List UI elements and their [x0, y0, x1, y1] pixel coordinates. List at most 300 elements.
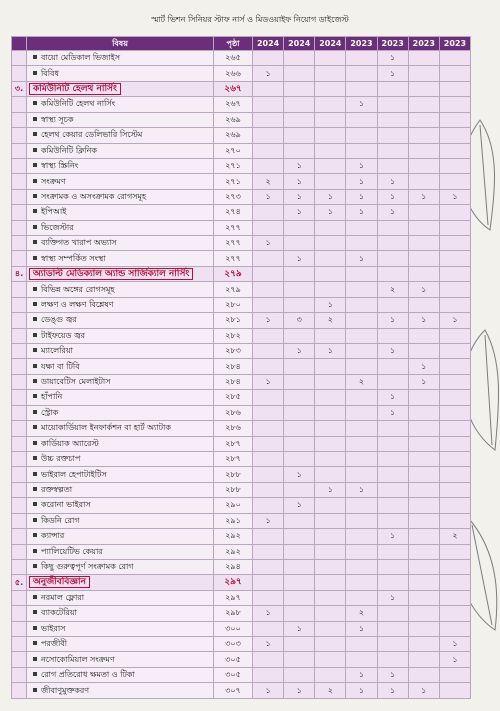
table-row — [12, 158, 471, 173]
year-count-cell: ১ — [346, 97, 377, 112]
year-count-cell: ২ — [377, 282, 408, 297]
year-count-cell: ১ — [408, 683, 439, 699]
year-count-cell — [408, 667, 439, 682]
page-number: ৩০৫ — [214, 667, 253, 682]
page-number: ২৭১ — [214, 174, 253, 189]
bullet-icon — [33, 364, 37, 368]
table-row — [12, 143, 471, 158]
year-count-cell — [253, 51, 284, 66]
bullet-icon — [33, 240, 37, 244]
year-count-cell: ১ — [408, 374, 439, 389]
row-number-cell — [12, 313, 27, 328]
year-count-cell: ১ — [284, 467, 315, 482]
year-cell — [284, 81, 315, 96]
row-number-cell — [12, 220, 27, 235]
year-count-cell — [315, 158, 346, 173]
year-count-cell — [346, 390, 377, 405]
year-count-cell — [253, 344, 284, 359]
row-number-cell — [12, 544, 27, 559]
year-count-cell — [439, 236, 470, 251]
year-count-cell — [408, 498, 439, 513]
topic-label: রোগ প্রতিরোধ ক্ষমতা ও টিকা — [41, 670, 135, 680]
row-number-cell — [12, 559, 27, 574]
table-row — [12, 529, 471, 544]
bullet-icon — [33, 549, 37, 553]
bullet-icon — [33, 379, 37, 383]
year-count-cell — [439, 158, 470, 173]
year-count-cell — [315, 390, 346, 405]
page-number: ২৮৪ — [214, 374, 253, 389]
bullet-icon — [33, 626, 37, 630]
year-count-cell — [408, 128, 439, 143]
row-number-cell — [12, 143, 27, 158]
page-number: ২৯১ — [214, 513, 253, 528]
year-count-cell — [408, 529, 439, 544]
row-number-cell — [12, 112, 27, 127]
year-count-cell — [253, 559, 284, 574]
year-count-cell — [408, 251, 439, 266]
page-header-cell: পৃষ্ঠা — [214, 37, 253, 51]
page-number: ২৬৬ — [214, 66, 253, 81]
year-count-cell — [315, 143, 346, 158]
year-count-cell — [439, 390, 470, 405]
row-number-cell — [12, 51, 27, 66]
year-count-cell — [284, 667, 315, 682]
bullet-icon — [33, 348, 37, 352]
topic-cell — [27, 451, 214, 466]
year-count-cell — [377, 637, 408, 652]
section-page: ২৯৭ — [214, 575, 253, 590]
year-count-cell — [284, 544, 315, 559]
year-header: 2023 — [439, 37, 470, 51]
num-header — [12, 37, 27, 51]
table-row — [12, 174, 471, 189]
year-count-cell — [284, 529, 315, 544]
topic-label: পরজীবী — [41, 639, 68, 649]
year-count-cell — [408, 482, 439, 497]
topic-label: ইপিআই — [41, 207, 67, 217]
topic-label: হেলথ কেয়ার ডেলিভারি সিস্টেম — [41, 130, 143, 140]
year-cell — [377, 266, 408, 281]
topic-cell — [27, 467, 214, 482]
year-count-cell — [284, 482, 315, 497]
row-number-cell — [12, 606, 27, 621]
year-count-cell: ১ — [377, 405, 408, 420]
bullet-icon — [33, 518, 37, 522]
row-number-cell — [12, 390, 27, 405]
year-count-cell — [377, 220, 408, 235]
page-number: ২৮০ — [214, 297, 253, 312]
year-count-cell — [315, 220, 346, 235]
bullet-icon — [33, 302, 37, 306]
year-count-cell — [408, 220, 439, 235]
year-count-cell — [253, 282, 284, 297]
year-count-cell: ১ — [253, 606, 284, 621]
year-count-cell — [346, 421, 377, 436]
bullet-icon — [33, 672, 37, 676]
year-count-cell — [315, 66, 346, 81]
year-count-cell — [315, 559, 346, 574]
year-count-cell: ১ — [408, 282, 439, 297]
year-count-cell: ১ — [408, 359, 439, 374]
topic-cell — [27, 128, 214, 143]
page-number: ২৭৯ — [214, 282, 253, 297]
year-count-cell — [408, 236, 439, 251]
page-number: ২৬৭ — [214, 97, 253, 112]
topic-cell — [27, 359, 214, 374]
topic-cell — [27, 652, 214, 667]
year-cell — [315, 575, 346, 590]
year-count-cell — [408, 328, 439, 343]
year-count-cell — [439, 667, 470, 682]
bullet-icon — [33, 163, 37, 167]
year-count-cell — [253, 359, 284, 374]
year-count-cell — [408, 544, 439, 559]
table-row — [12, 467, 471, 482]
year-count-cell — [284, 66, 315, 81]
row-number-cell — [12, 652, 27, 667]
year-count-cell — [253, 482, 284, 497]
year-count-cell — [408, 451, 439, 466]
topic-cell — [27, 220, 214, 235]
bullet-icon — [33, 194, 37, 198]
topic-cell — [27, 205, 214, 220]
year-count-cell: ১ — [346, 667, 377, 682]
year-count-cell — [284, 421, 315, 436]
year-count-cell: ১ — [439, 313, 470, 328]
year-count-cell — [346, 297, 377, 312]
year-count-cell — [439, 621, 470, 636]
page-header: স্মার্ট ভিশন সিনিয়র স্টাফ নার্স ও মিডওয়াইফ নিয়োগ ডাইজেস্ট — [151, 15, 349, 24]
topic-label: বায়ো মেডিকাল ভিজাইস — [41, 53, 121, 63]
year-count-cell — [408, 559, 439, 574]
year-cell — [284, 266, 315, 281]
year-count-cell — [377, 251, 408, 266]
topic-cell — [27, 251, 214, 266]
year-count-cell — [439, 97, 470, 112]
year-count-cell: ১ — [253, 637, 284, 652]
table-row — [12, 451, 471, 466]
year-count-cell — [253, 297, 284, 312]
year-count-cell — [439, 205, 470, 220]
year-count-cell — [284, 436, 315, 451]
year-count-cell — [346, 313, 377, 328]
topic-cell — [27, 112, 214, 127]
year-count-cell: ১ — [408, 189, 439, 204]
year-count-cell: ১ — [346, 174, 377, 189]
year-count-cell — [439, 498, 470, 513]
year-count-cell — [408, 297, 439, 312]
bullet-icon — [33, 564, 37, 568]
table-row — [12, 189, 471, 204]
topic-label: ভাইরাস — [41, 623, 66, 633]
year-count-cell — [439, 436, 470, 451]
year-count-cell — [346, 66, 377, 81]
year-count-cell — [253, 436, 284, 451]
year-count-cell — [253, 251, 284, 266]
bullet-icon — [33, 256, 37, 260]
page-number: ২৭৪ — [214, 205, 253, 220]
year-count-cell: ২ — [315, 313, 346, 328]
year-header: 2024 — [315, 37, 346, 51]
year-count-cell — [377, 467, 408, 482]
table-row — [12, 606, 471, 621]
year-cell — [439, 575, 470, 590]
year-count-cell: ১ — [377, 590, 408, 605]
year-count-cell — [408, 205, 439, 220]
year-count-cell — [315, 282, 346, 297]
year-count-cell: ১ — [253, 513, 284, 528]
row-number-cell — [12, 421, 27, 436]
year-count-cell — [439, 405, 470, 420]
year-count-cell — [253, 143, 284, 158]
year-header: 2024 — [284, 37, 315, 51]
section-number: ৫. — [12, 575, 27, 590]
year-count-cell — [346, 467, 377, 482]
year-count-cell: ২ — [346, 606, 377, 621]
year-cell — [408, 266, 439, 281]
year-count-cell — [315, 51, 346, 66]
topic-label: কমিউনিটি হেলথ নার্সিং — [41, 99, 116, 109]
row-number-cell — [12, 374, 27, 389]
page-number: ২৮৭ — [214, 451, 253, 466]
year-count-cell — [284, 559, 315, 574]
row-number-cell — [12, 513, 27, 528]
year-count-cell — [284, 637, 315, 652]
year-count-cell — [408, 513, 439, 528]
year-count-cell — [284, 606, 315, 621]
topic-label: হাঁপানি — [41, 392, 63, 402]
row-number-cell — [12, 158, 27, 173]
topic-label: স্বাস্থ্য সূচক — [41, 114, 74, 124]
bullet-icon — [33, 472, 37, 476]
year-count-cell — [346, 51, 377, 66]
bullet-icon — [33, 688, 37, 692]
year-count-cell — [346, 451, 377, 466]
topic-label: ভাইরাল হেপাটাইটিস — [41, 469, 107, 479]
year-count-cell — [346, 637, 377, 652]
table-row — [12, 683, 471, 699]
year-count-cell: ১ — [377, 390, 408, 405]
year-count-cell — [439, 282, 470, 297]
row-number-cell — [12, 282, 27, 297]
year-count-cell — [408, 112, 439, 127]
year-count-cell: ১ — [253, 313, 284, 328]
row-number-cell — [12, 328, 27, 343]
topic-cell — [27, 97, 214, 112]
row-number-cell — [12, 251, 27, 266]
year-count-cell — [439, 374, 470, 389]
bullet-icon — [33, 595, 37, 599]
page-number: ২৮৪ — [214, 359, 253, 374]
row-number-cell — [12, 482, 27, 497]
table-row — [12, 421, 471, 436]
year-cell — [253, 575, 284, 590]
year-count-cell: ১ — [284, 344, 315, 359]
topic-label: ব্যাকটেরিয়া — [41, 608, 77, 618]
year-count-cell — [377, 158, 408, 173]
year-count-cell — [253, 112, 284, 127]
year-count-cell — [284, 451, 315, 466]
topic-label: সংক্রমণ — [41, 176, 66, 186]
topic-label: স্বাস্থ্য সম্পর্কিত সংস্থা — [41, 253, 106, 263]
year-count-cell: ১ — [315, 205, 346, 220]
topic-cell — [27, 390, 214, 405]
topic-cell — [27, 559, 214, 574]
topic-label: সংক্রামক ও অসংক্রামক রোগসমূহ — [41, 192, 147, 201]
table-row — [12, 559, 471, 574]
year-count-cell — [439, 482, 470, 497]
year-cell — [346, 266, 377, 281]
year-count-cell: ১ — [346, 205, 377, 220]
section-page: ২৬৭ — [214, 81, 253, 96]
year-count-cell — [439, 559, 470, 574]
year-count-cell — [439, 359, 470, 374]
table-row — [12, 344, 471, 359]
page-number: ২৯৮ — [214, 606, 253, 621]
page-number: ২৮১ — [214, 313, 253, 328]
year-count-cell — [284, 128, 315, 143]
bullet-icon — [33, 101, 37, 105]
year-count-cell — [346, 498, 377, 513]
year-count-cell — [439, 590, 470, 605]
row-number-cell — [12, 529, 27, 544]
year-count-cell — [439, 328, 470, 343]
row-number-cell — [12, 405, 27, 420]
year-count-cell — [315, 374, 346, 389]
section-title-cell — [27, 266, 214, 281]
table-row — [12, 498, 471, 513]
year-count-cell — [346, 652, 377, 667]
year-count-cell — [408, 143, 439, 158]
year-count-cell — [284, 390, 315, 405]
year-count-cell — [315, 590, 346, 605]
table-row — [12, 436, 471, 451]
row-number-cell — [12, 436, 27, 451]
table-row — [12, 374, 471, 389]
topic-cell — [27, 374, 214, 389]
page-number: ৩০০ — [214, 621, 253, 636]
year-cell — [377, 81, 408, 96]
bullet-icon — [33, 179, 37, 183]
year-count-cell — [284, 359, 315, 374]
year-cell — [408, 81, 439, 96]
topic-label: স্ট্রোক — [41, 407, 59, 417]
bullet-icon — [33, 132, 37, 136]
page-number: ২৯৭ — [214, 590, 253, 605]
section-number: ৩. — [12, 81, 27, 96]
year-count-cell: ১ — [439, 189, 470, 204]
table-row — [12, 652, 471, 667]
page-number: ২৬৫ — [214, 51, 253, 66]
year-count-cell: ১ — [346, 158, 377, 173]
topic-cell — [27, 328, 214, 343]
topic-label: মায়োকার্ডিয়াল ইনফার্কশন বা হার্ট অ্যাটাক — [41, 423, 171, 433]
topic-cell — [27, 313, 214, 328]
year-count-cell: ১ — [253, 236, 284, 251]
topic-label: যক্ষা বা টিবি — [41, 361, 80, 371]
table-row — [12, 621, 471, 636]
table-row — [12, 667, 471, 682]
year-count-cell — [439, 174, 470, 189]
year-count-cell: ১ — [253, 374, 284, 389]
bullet-icon — [33, 333, 37, 337]
year-header: 2024 — [253, 37, 284, 51]
year-count-cell — [439, 297, 470, 312]
year-count-cell — [408, 97, 439, 112]
page-number: ২৮৮ — [214, 482, 253, 497]
topic-cell — [27, 683, 214, 699]
year-count-cell — [346, 143, 377, 158]
table-row — [12, 390, 471, 405]
bullet-icon — [33, 641, 37, 645]
year-count-cell: ১ — [377, 189, 408, 204]
year-count-cell — [315, 498, 346, 513]
topic-label: ডায়াবেটিস মেলাইটাস — [41, 377, 111, 387]
page-number: ২৭৩ — [214, 189, 253, 204]
table-row — [12, 220, 471, 235]
year-count-cell — [346, 544, 377, 559]
bullet-icon — [33, 487, 37, 491]
row-number-cell — [12, 621, 27, 636]
table-row — [12, 51, 471, 66]
table-row — [12, 313, 471, 328]
bullet-icon — [33, 117, 37, 121]
year-cell — [439, 266, 470, 281]
year-count-cell — [439, 683, 470, 699]
year-count-cell — [284, 236, 315, 251]
row-number-cell — [12, 66, 27, 81]
year-count-cell: ১ — [377, 51, 408, 66]
table-row — [12, 251, 471, 266]
year-count-cell: ১ — [253, 683, 284, 699]
year-count-cell — [408, 621, 439, 636]
topic-cell — [27, 297, 214, 312]
table-row — [12, 128, 471, 143]
year-count-cell — [253, 498, 284, 513]
topic-cell — [27, 621, 214, 636]
year-count-cell: ১ — [377, 313, 408, 328]
table-row — [12, 97, 471, 112]
row-number-cell — [12, 297, 27, 312]
year-count-cell — [346, 359, 377, 374]
year-count-cell — [253, 158, 284, 173]
year-count-cell — [284, 590, 315, 605]
year-count-cell — [377, 482, 408, 497]
year-count-cell: ১ — [377, 667, 408, 682]
year-count-cell: ১ — [315, 482, 346, 497]
year-count-cell: ১ — [346, 189, 377, 204]
page-number: ২৯২ — [214, 529, 253, 544]
bullet-icon — [33, 425, 37, 429]
topic-label: প্যালিয়েটিভ কেয়ার — [41, 546, 103, 556]
year-count-cell — [284, 143, 315, 158]
year-count-cell — [253, 220, 284, 235]
year-count-cell — [253, 621, 284, 636]
year-count-cell — [284, 282, 315, 297]
year-count-cell — [408, 637, 439, 652]
year-count-cell — [377, 97, 408, 112]
page-number: ৩০৩ — [214, 637, 253, 652]
year-count-cell — [315, 544, 346, 559]
year-count-cell — [346, 529, 377, 544]
year-count-cell — [284, 297, 315, 312]
year-count-cell: ১ — [284, 205, 315, 220]
year-count-cell: ১ — [284, 683, 315, 699]
topic-label: নরমাল ফ্লোরা — [41, 592, 85, 602]
year-count-cell — [439, 143, 470, 158]
year-header: 2023 — [346, 37, 377, 51]
